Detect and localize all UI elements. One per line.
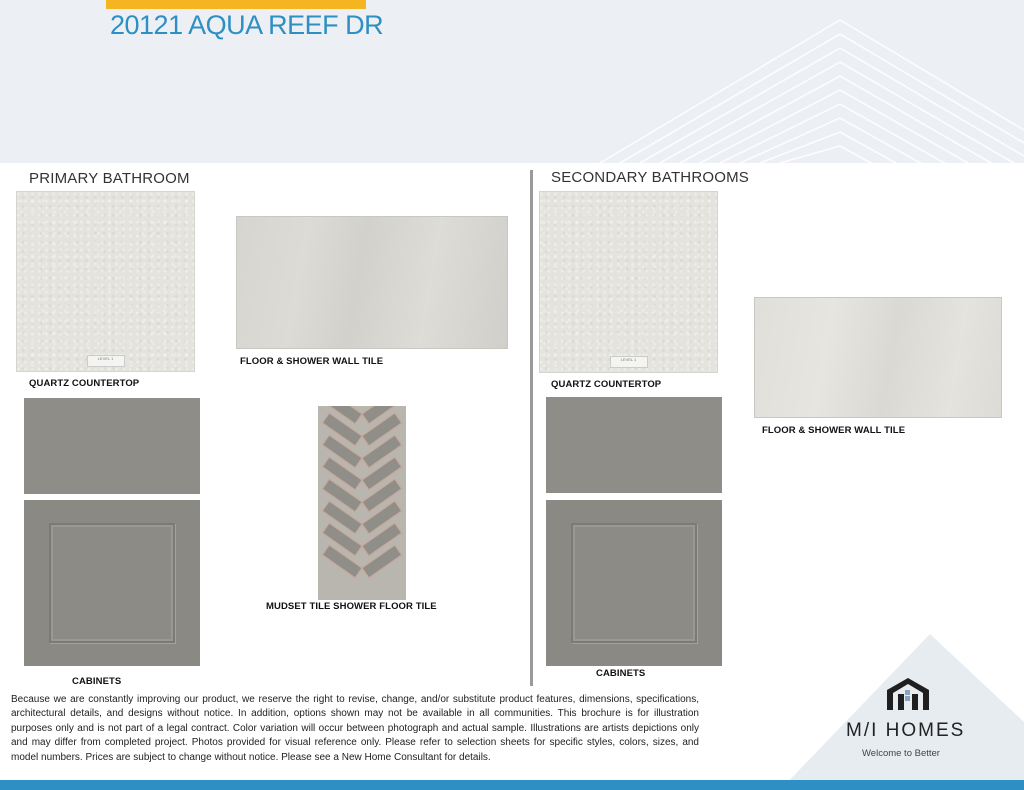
- primary-bathroom-title: PRIMARY BATHROOM: [29, 170, 190, 187]
- cabinet-door-panel: [571, 523, 698, 643]
- footer-bar: [0, 780, 1024, 790]
- secondary-tile-caption: FLOOR & SHOWER WALL TILE: [762, 425, 906, 436]
- sample-label: LEVEL 1: [610, 356, 648, 368]
- secondary-cabinet-color-swatch: [546, 397, 722, 493]
- legal-disclaimer: Because we are constantly improving our product, we reserve the right to revise, change, and/or substitute product features, dimensions, specifications, architectural details, and designs without notice. In addition, options shown may not be available in all communities. This brochure is for illustration purposes only and is not part of a legal contract. Color variation will occur between photograph and actual sample. Illustrations are artists depictions only and may differ from completed project. Photos provided for visual reference only. Please refer to selection sheets for specific styles, colors, sizes, and model numbers. Prices are subject to change without notice. Please see a New Home Consultant for details.: [11, 694, 699, 763]
- accent-bar: [106, 0, 366, 9]
- herringbone-mosaic-swatch: [318, 406, 406, 600]
- mosaic-caption: MUDSET TILE SHOWER FLOOR TILE: [266, 601, 437, 612]
- section-divider: [530, 170, 533, 686]
- secondary-wall-tile-swatch: [754, 297, 1002, 418]
- primary-cabinet-door-swatch: [24, 500, 200, 666]
- chevron-pattern-icon: [560, 0, 1024, 163]
- secondary-bathrooms-title: SECONDARY BATHROOMS: [551, 169, 750, 186]
- primary-tile-caption: FLOOR & SHOWER WALL TILE: [240, 356, 384, 367]
- primary-wall-tile-swatch: [236, 216, 508, 349]
- house-logo-icon: [885, 676, 931, 712]
- herringbone-pattern-icon: [318, 406, 406, 600]
- secondary-quartz-caption: QUARTZ COUNTERTOP: [551, 379, 662, 390]
- secondary-cabinet-caption: CABINETS: [596, 668, 646, 679]
- brand-name: M/I HOMES: [846, 720, 966, 741]
- header-banner: [0, 0, 1024, 163]
- primary-quartz-caption: QUARTZ COUNTERTOP: [29, 378, 140, 389]
- primary-cabinet-caption: CABINETS: [72, 676, 122, 687]
- primary-quartz-swatch: [16, 191, 195, 372]
- brand-tagline: Welcome to Better: [862, 748, 940, 759]
- property-address: 20121 AQUA REEF DR: [110, 10, 384, 40]
- brand-logo-block: [780, 630, 1024, 790]
- secondary-quartz-swatch: [539, 191, 718, 373]
- cabinet-door-panel: [49, 523, 176, 643]
- primary-cabinet-color-swatch: [24, 398, 200, 494]
- sample-label: LEVEL 1: [87, 355, 125, 367]
- secondary-cabinet-door-swatch: [546, 500, 722, 666]
